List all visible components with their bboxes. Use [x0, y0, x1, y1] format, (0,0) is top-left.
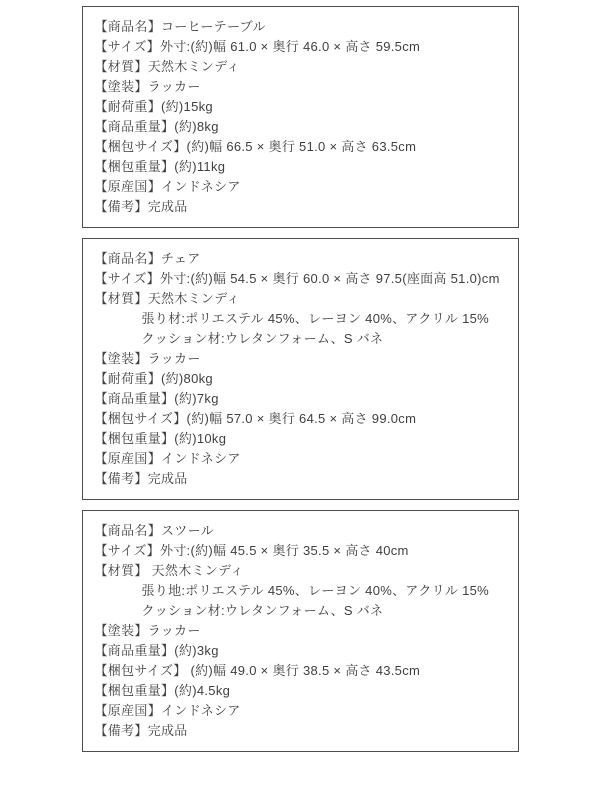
spec-line: 【原産国】インドネシア — [94, 451, 241, 466]
spec-box-coffee-table — [82, 6, 519, 228]
spec-line: 【塗装】ラッカー — [94, 351, 201, 366]
spec-line: 【梱包重量】(約)10kg — [94, 431, 227, 446]
spec-line: 【備考】完成品 — [94, 723, 188, 738]
spec-line: 【梱包重量】(約)4.5kg — [94, 683, 231, 698]
spec-line: 【商品名】コーヒーテーブル — [94, 19, 266, 34]
spec-line: 【サイズ】外寸:(約)幅 61.0 × 奥行 46.0 × 高さ 59.5cm — [94, 39, 421, 54]
spec-line: 【耐荷重】(約)80kg — [94, 371, 213, 386]
spec-line: 【塗装】ラッカー — [94, 623, 201, 638]
spec-line: クッション材:ウレタンフォーム、S バネ — [141, 331, 384, 346]
spec-line: 【商品重量】(約)7kg — [94, 391, 219, 406]
spec-line: 【塗装】ラッカー — [94, 79, 201, 94]
product-spec-sheet — [82, 6, 519, 752]
spec-line: 張り材:ポリエステル 45%、レーヨン 40%、アクリル 15% — [141, 311, 490, 326]
spec-line: クッション材:ウレタンフォーム、S バネ — [141, 603, 384, 618]
spec-line: 【梱包サイズ】 (約)幅 49.0 × 奥行 38.5 × 高さ 43.5cm — [94, 663, 421, 678]
spec-line: 【梱包サイズ】(約)幅 66.5 × 奥行 51.0 × 高さ 63.5cm — [94, 139, 417, 154]
spec-line: 【原産国】インドネシア — [94, 179, 241, 194]
spec-line: 【商品重量】(約)3kg — [94, 643, 219, 658]
spec-line: 【備考】完成品 — [94, 199, 188, 214]
spec-line: 【原産国】インドネシア — [94, 703, 241, 718]
spec-line: 【梱包サイズ】(約)幅 57.0 × 奥行 64.5 × 高さ 99.0cm — [94, 411, 417, 426]
spec-line: 張り地:ポリエステル 45%、レーヨン 40%、アクリル 15% — [141, 583, 490, 598]
spec-line: 【商品名】チェア — [94, 251, 201, 266]
spec-line: 【サイズ】外寸:(約)幅 45.5 × 奥行 35.5 × 高さ 40cm — [94, 543, 409, 558]
spec-line: 【材質】天然木ミンディ — [94, 291, 240, 306]
spec-line: 【備考】完成品 — [94, 471, 188, 486]
spec-box-list — [82, 6, 519, 752]
spec-line: 【商品重量】(約)8kg — [94, 119, 219, 134]
spec-line: 【商品名】スツール — [94, 523, 214, 538]
spec-line: 【梱包重量】(約)11kg — [94, 159, 226, 174]
spec-line: 【耐荷重】(約)15kg — [94, 99, 213, 114]
spec-box-chair — [82, 238, 519, 500]
spec-box-stool — [82, 510, 519, 752]
spec-line: 【材質】 天然木ミンディ — [94, 563, 244, 578]
spec-line: 【材質】天然木ミンディ — [94, 59, 240, 74]
spec-line: 【サイズ】外寸:(約)幅 54.5 × 奥行 60.0 × 高さ 97.5(座面高 51.0)cm — [94, 271, 500, 286]
